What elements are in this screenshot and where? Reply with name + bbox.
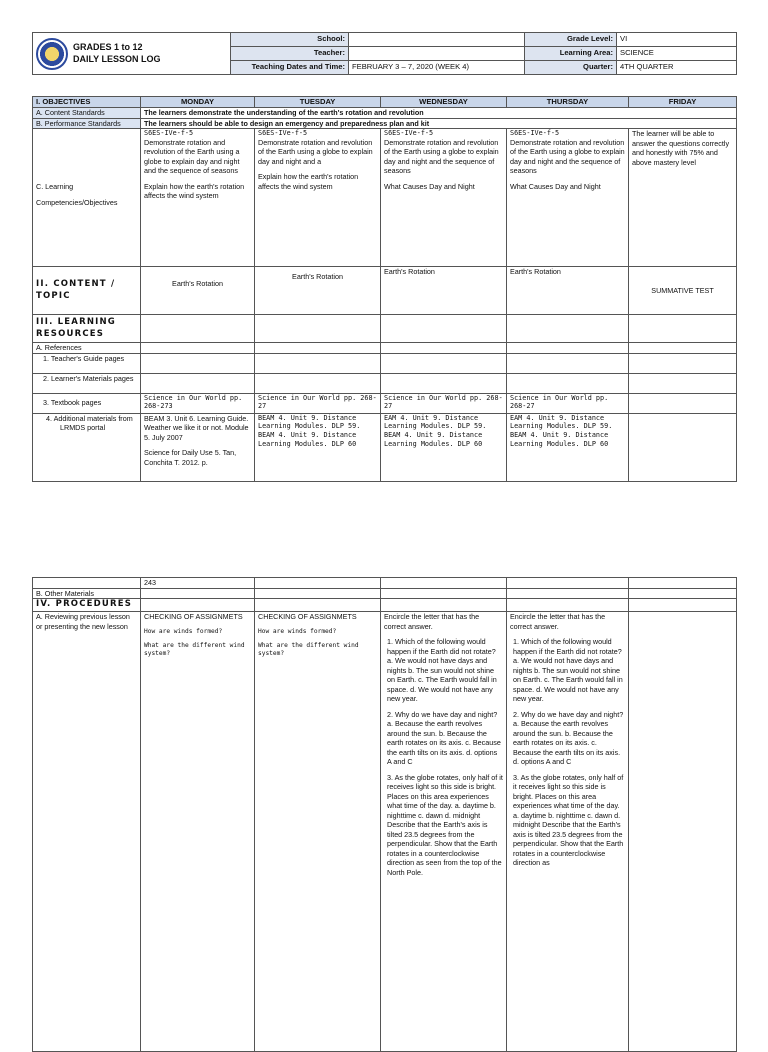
learners-materials-label: 2. Learner's Materials pages — [33, 373, 141, 393]
brand-title: GRADES 1 to 12 — [73, 41, 143, 52]
q-winds-monday: How are winds formed? — [144, 627, 223, 635]
encircle-thursday: Encircle the letter that has the correct answer. — [510, 612, 606, 631]
competencies-label — [33, 129, 141, 267]
q-wind-system-tuesday: What are the different wind system? — [258, 641, 359, 657]
area-field[interactable]: SCIENCE — [617, 47, 737, 61]
competencies-wednesday — [381, 129, 507, 267]
monday-code: S6ES-IVe-f-5 — [144, 129, 194, 138]
competencies-thursday — [507, 129, 629, 267]
procedures-label: IV. PROCEDURES — [33, 599, 141, 612]
additional-materials-line1: 4. Additional materials from — [46, 413, 133, 423]
lesson-table-page2 — [32, 577, 737, 1052]
topic-wednesday: Earth's Rotation — [381, 267, 507, 315]
objectives-header: I. OBJECTIVES — [33, 97, 141, 108]
topic-tuesday: Earth's Rotation — [255, 267, 381, 315]
wednesday-competency: Demonstrate rotation and revolution of the Earth using a globe to explain day and night and the sequence of seasons — [384, 137, 499, 176]
additional-wednesday: EAM 4. Unit 9. Distance Learning Modules. DLP 59. BEAM 4. Unit 9. Distance Learning Modules. DLP 60 — [381, 413, 507, 481]
topic-monday: Earth's Rotation — [141, 267, 255, 315]
checking-monday: CHECKING OF ASSIGNMETS — [144, 612, 243, 621]
references-label: A. References — [33, 343, 141, 354]
references-row — [33, 343, 737, 354]
tuesday-competency-2: Explain how the earth's rotation affects the wind system — [258, 172, 359, 191]
procedures-row — [33, 599, 737, 612]
tuesday-competency: Demonstrate rotation and revolution of the Earth using a globe to explain day and night and a — [258, 137, 373, 166]
learning-resources-row — [33, 315, 737, 343]
additional-monday — [141, 413, 255, 481]
teachers-guide-label: 1. Teacher's Guide pages — [33, 353, 141, 373]
reviewing-row — [33, 612, 737, 1052]
textbook-tuesday: Science in Our World pp. 268-27 — [255, 393, 381, 413]
reviewing-label: A. Reviewing previous lesson or presenting the new lesson — [33, 612, 141, 1052]
page-ref: 243 — [141, 578, 255, 589]
content-topic-row — [33, 267, 737, 315]
quarter-field[interactable]: 4TH QUARTER — [617, 61, 737, 75]
monday-header: MONDAY — [141, 97, 255, 108]
competencies-row — [33, 129, 737, 267]
additional-tuesday: BEAM 4. Unit 9. Distance Learning Modules. DLP 59. BEAM 4. Unit 9. Distance Learning Modules. DLP 60 — [255, 413, 381, 481]
area-label: Learning Area: — [525, 47, 617, 61]
teacher-field[interactable] — [349, 47, 525, 61]
textbook-row — [33, 393, 737, 413]
reviewing-thursday — [507, 612, 629, 1052]
q-winds-tuesday: How are winds formed? — [258, 627, 337, 635]
teacher-label: Teacher: — [231, 47, 349, 61]
additional-thursday: EAM 4. Unit 9. Distance Learning Modules. DLP 59. BEAM 4. Unit 9. Distance Learning Modules. DLP 60 — [507, 413, 629, 481]
tuesday-code: S6ES-IVe-f-5 — [258, 129, 308, 138]
column-header-row — [33, 97, 737, 108]
performance-standards-label: B. Performance Standards — [33, 118, 141, 129]
content-standards-row — [33, 108, 737, 119]
wednesday-code: S6ES-IVe-f-5 — [384, 129, 434, 138]
monday-competency-2: Explain how the earth's rotation affects the wind system — [144, 181, 245, 201]
reviewing-monday — [141, 612, 255, 1052]
grade-label: Grade Level: — [525, 33, 617, 47]
thursday-code: S6ES-IVe-f-5 — [510, 129, 560, 138]
q2-wednesday: 2. Why do we have day and night? a. Because the earth revolves around the sun. b. Because the earth rotates on its axis. c. Because the earth tilts on its axis. d. options A and C — [387, 709, 501, 766]
q2-thursday: 2. Why do we have day and night? a. Because the earth revolves around the sun. b. Because the earth rotates on its axis. c. Because the earth tilts on its axis. d. options A and C — [513, 709, 624, 766]
other-materials-label: B. Other Materials — [33, 588, 141, 599]
header-table — [32, 32, 737, 75]
content-topic-label: II. CONTENT / TOPIC — [33, 267, 141, 315]
textbook-thursday: Science in Our World pp. 268-27 — [507, 393, 629, 413]
deped-seal-icon — [36, 38, 68, 70]
brand-cell — [33, 33, 231, 75]
q3-wednesday: 3. As the globe rotates, only half of it receives light so this side is bright. Places on this area experiences what time of the day. a. daytime b. nighttime c. dawn d. midnight Describe that the Earth's axis is tilted 23.5 degrees from the perpendicular. Show that the Earth rotates in a counterclockwise direction as seen from the top of the North Pole. — [387, 772, 503, 877]
additional-materials-line2: LRMDS portal — [60, 423, 106, 433]
tuesday-header: TUESDAY — [255, 97, 381, 108]
page-ref-row — [33, 578, 737, 589]
wednesday-header: WEDNESDAY — [381, 97, 507, 108]
q1-thursday: 1. Which of the following would happen if the Earth did not rotate? a. We would not have days and nights b. The sun would not shine on Earth. c. The Earth would fall in space. d. We would not have any new year. — [513, 637, 623, 703]
q1-wednesday: 1. Which of the following would happen if the Earth did not rotate? a. We would not have days and nights b. The sun would not shine on Earth. c. The Earth would fall in space. d. We would not have any new year. — [387, 637, 497, 703]
textbook-label: 3. Textbook pages — [33, 393, 141, 413]
learners-materials-row — [33, 373, 737, 393]
additional-materials-row — [33, 413, 737, 481]
grade-field[interactable]: VI — [617, 33, 737, 47]
monday-competency: Demonstrate rotation and revolution of the Earth using a globe to explain day and night and the sequence of seasons — [144, 137, 240, 176]
school-label: School: — [231, 33, 349, 47]
thursday-competency-2: What Causes Day and Night — [510, 181, 601, 191]
performance-standards-row — [33, 118, 737, 129]
additional-monday-2: Science for Daily Use 5. Tan, Conchita T. 2012. p. — [144, 448, 237, 467]
friday-header: FRIDAY — [629, 97, 737, 108]
content-standards-text: The learners demonstrate the understanding of the earth's rotation and revolution — [141, 108, 737, 119]
competencies-monday — [141, 129, 255, 267]
wednesday-competency-2: What Causes Day and Night — [384, 181, 475, 191]
topic-friday: SUMMATIVE TEST — [629, 267, 737, 315]
thursday-header: THURSDAY — [507, 97, 629, 108]
school-field[interactable] — [349, 33, 525, 47]
reviewing-tuesday — [255, 612, 381, 1052]
teachers-guide-row — [33, 353, 737, 373]
reviewing-wednesday — [381, 612, 507, 1052]
dates-label: Teaching Dates and Time: — [231, 61, 349, 75]
additional-materials-label — [33, 413, 141, 481]
checking-tuesday: CHECKING OF ASSIGNMETS — [258, 612, 357, 621]
textbook-wednesday: Science in Our World pp. 268-27 — [381, 393, 507, 413]
brand-subtitle: DAILY LESSON LOG — [73, 53, 161, 64]
competencies-label-line2: Competencies/Objectives — [36, 197, 118, 207]
competencies-label-line1: C. Learning — [36, 182, 74, 192]
q3-thursday: 3. As the globe rotates, only half of it receives light so this side is bright. Places on this area experiences what time of the day. a. daytime b. nighttime c. dawn d. midnight Describe that the Earth's axis is tilted 23.5 degrees from the perpendicular. Show that the Earth rotates in a counterclockwise direction as — [513, 772, 624, 867]
additional-monday-1: BEAM 3. Unit 6. Learning Guide. Weather we like it or not. Module 5. July 2007 — [144, 413, 249, 442]
competencies-tuesday — [255, 129, 381, 267]
quarter-label: Quarter: — [525, 61, 617, 75]
learning-resources-label: III. LEARNING RESOURCES — [33, 315, 141, 343]
lesson-table-page1 — [32, 96, 737, 482]
q-wind-system-monday: What are the different wind system? — [144, 641, 245, 657]
other-materials-row — [33, 588, 737, 599]
content-standards-label: A. Content Standards — [33, 108, 141, 119]
encircle-wednesday: Encircle the letter that has the correct answer. — [384, 612, 480, 631]
competencies-friday: The learner will be able to answer the questions correctly and honestly with 75% and above mastery level — [629, 129, 737, 267]
thursday-competency: Demonstrate rotation and revolution of the Earth using a globe to explain day and night and the sequence of seasons — [510, 137, 625, 176]
topic-thursday: Earth's Rotation — [507, 267, 629, 315]
dates-field[interactable]: FEBRUARY 3 – 7, 2020 (WEEK 4) — [349, 61, 525, 75]
textbook-monday: Science in Our World pp. 268-273 — [141, 393, 255, 413]
performance-standards-text: The learners should be able to design an emergency and preparedness plan and kit — [141, 118, 737, 129]
